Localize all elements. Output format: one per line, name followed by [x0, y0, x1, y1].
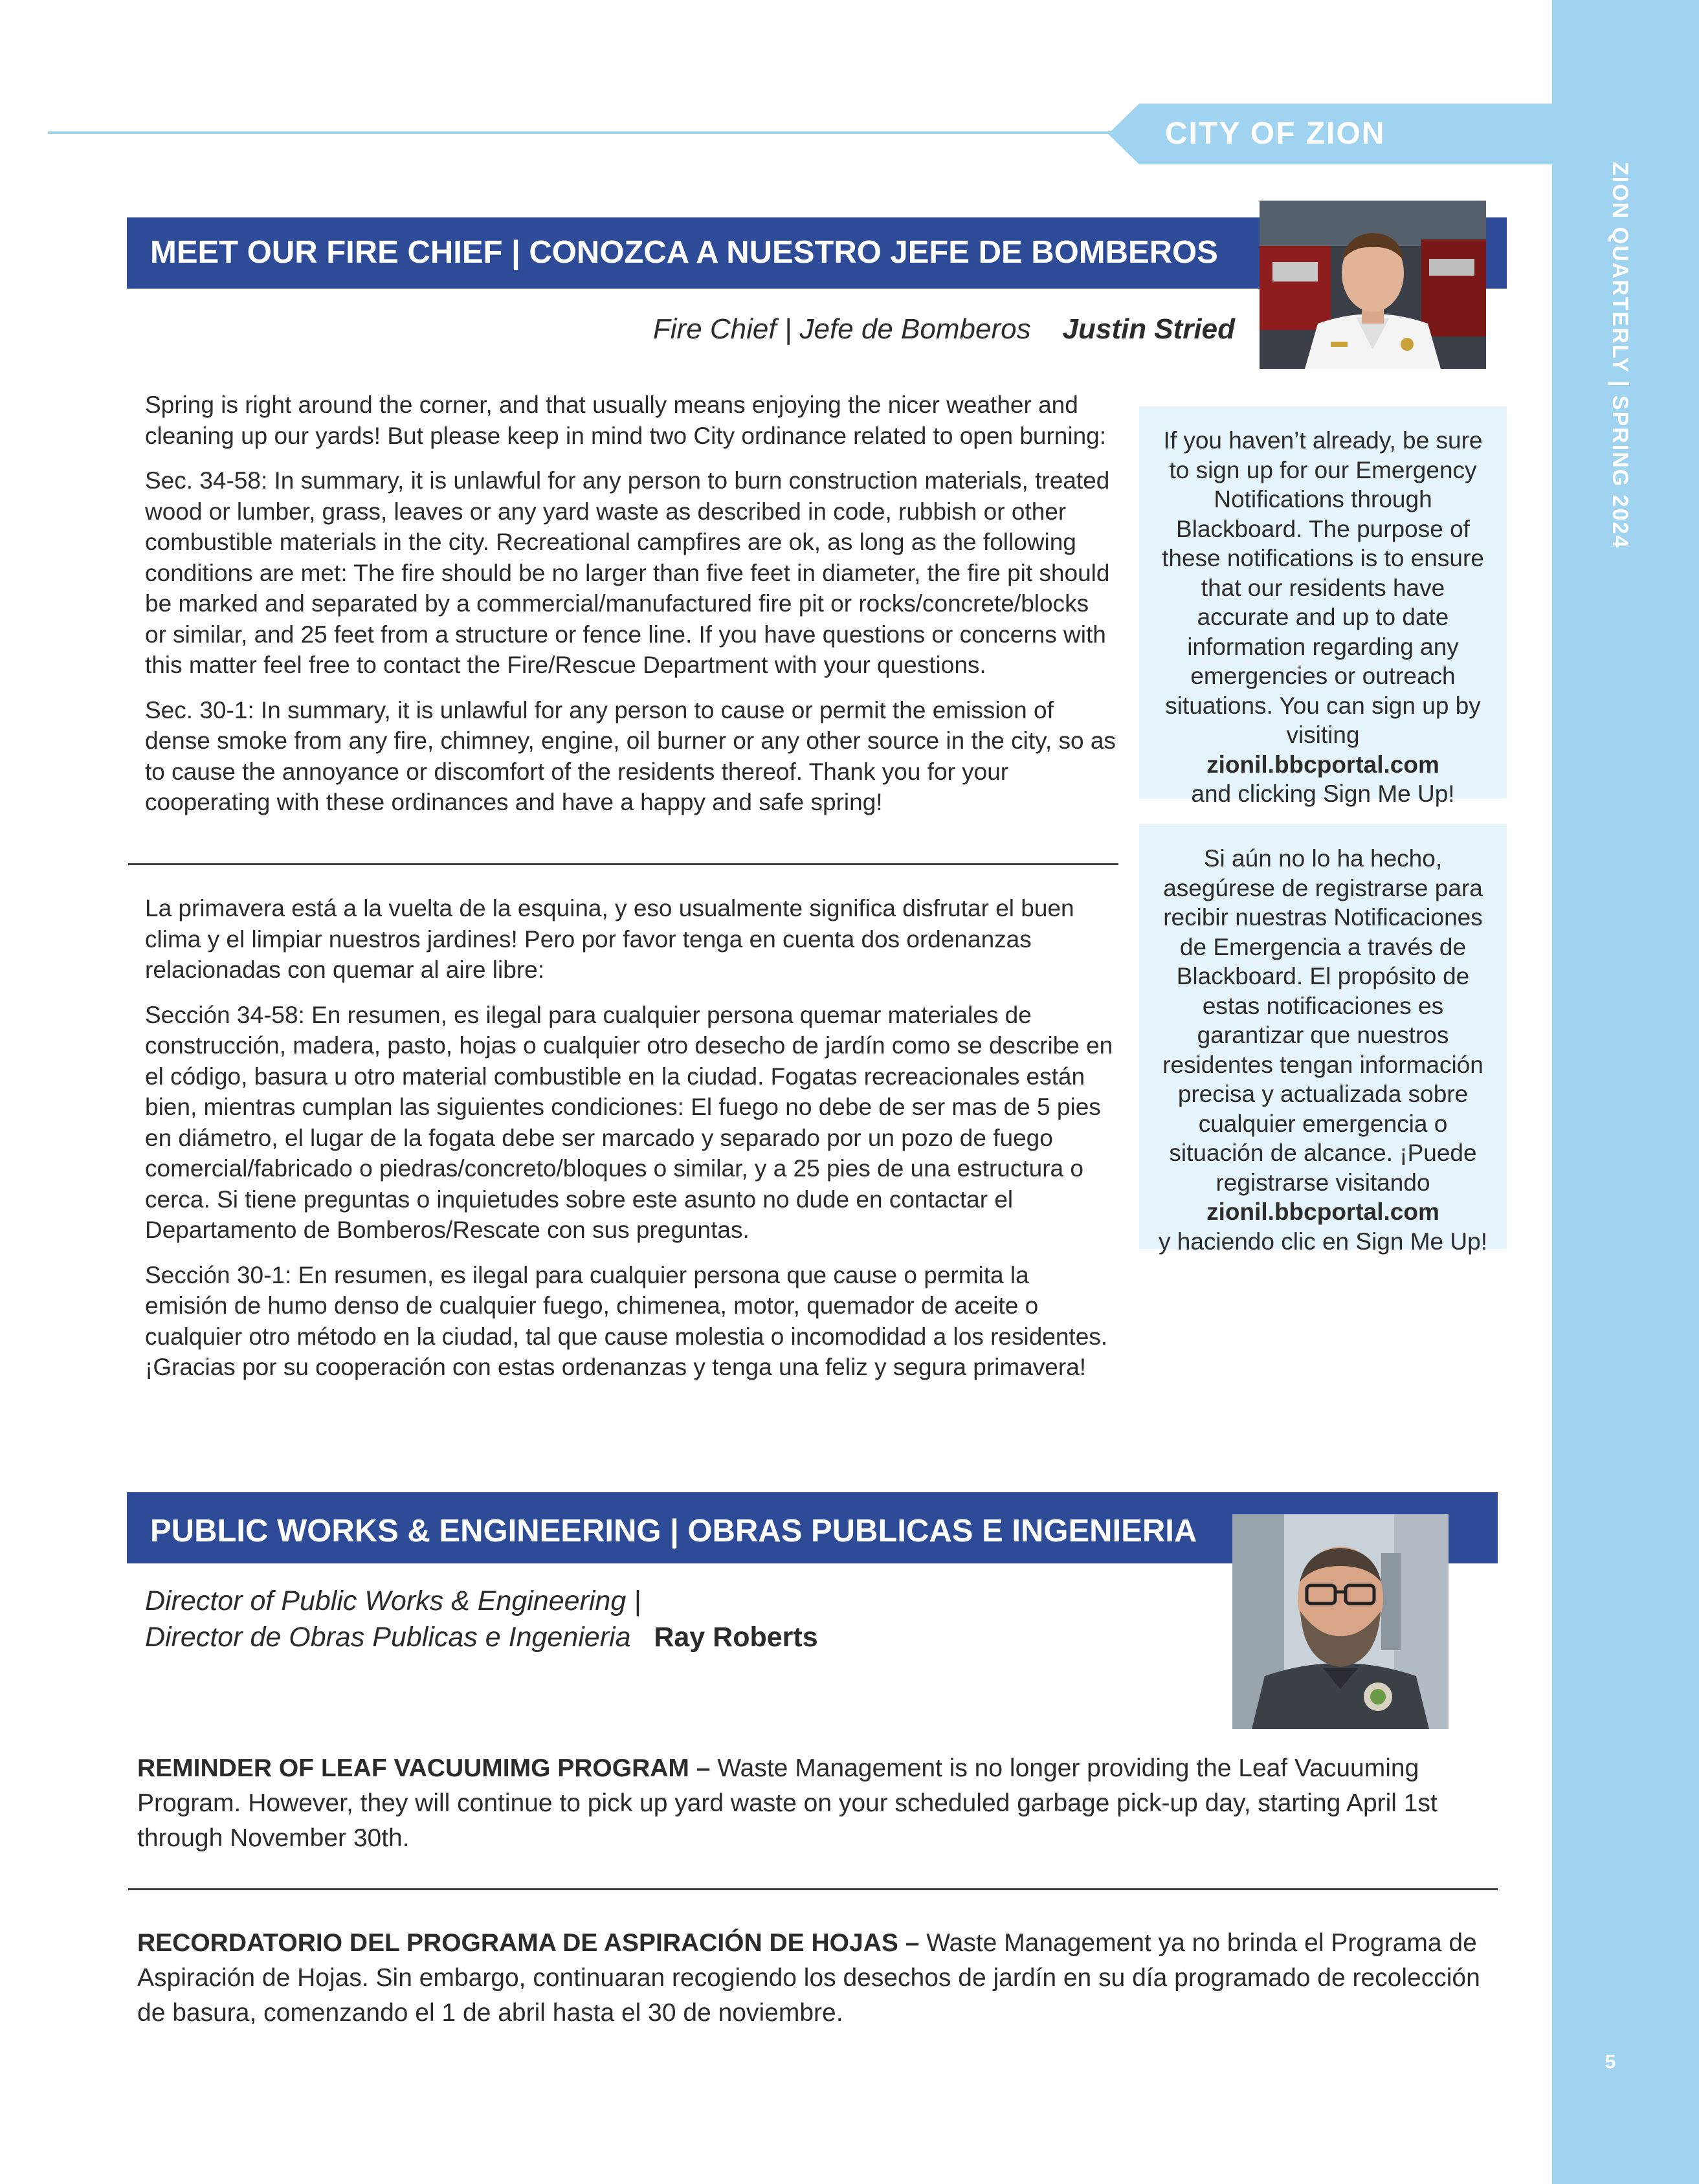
emergency-notice-spanish: [1139, 824, 1507, 1255]
works-byline: [145, 1583, 818, 1655]
fire-es-sec-34-58: Sección 34-58: En resumen, es ilegal para cualquier persona quemar materiales de construcción, madera, pasto, hojas o cualquier otro desecho de jardín como se describe en el código, basura u otro material combustible en la ciudad. Fogatas recreacionales están bien, mientras cumplan las siguientes condiciones: El fuego no debe de ser mas de 5 pies en diámetro, el lugar de la fogata debe ser marcado y separado por un pozo de fuego comercial/fabricado o piedras/concreto/bloques o similar, y a 25 pies de una estructura o cerca. Si tiene preguntas o inquietudes sobre este asunto no dude en contactar el Departamento de Bomberos/Rescate con sus preguntas.: [145, 1001, 1113, 1243]
public-works-director-photo: [1232, 1514, 1449, 1729]
works-role-en: Director of Public Works & Engineering |: [145, 1585, 641, 1616]
leaf-reminder-spanish: [137, 1926, 1496, 2031]
works-section-title: PUBLIC WORKS & ENGINEERING | OBRAS PUBLICAS E INGENIERIA: [150, 1514, 1197, 1549]
page-number: 5: [1605, 2051, 1616, 2073]
leaf-en-title: REMINDER OF LEAF VACUUMIMG PROGRAM –: [137, 1754, 711, 1782]
leaf-es-text: Waste Management ya no brinda el Programa de Aspiración de Hojas. Sin embargo, continuaran recogiendo los desechos de jardín en su día programado de recolección de basura, comenzando el 1 de abril hasta el 30 de noviembre.: [137, 1929, 1480, 2027]
notice-en-url[interactable]: zionil.bbcportal.com: [1206, 751, 1439, 778]
fire-en-sec-34-58: Sec. 34-58: In summary, it is unlawful for any person to burn construction materials, treated wood or lumber, grass, leaves or any yard waste as described in code, rubbish or other combustible materials in the city. Recreational campfires are ok, as long as the following conditions are met: The fire should be no larger than five feet in diameter, the fire pit should be marked and separated by a commercial/manufactured fire pit or rocks/concrete/blocks or similar, and 25 feet from a structure or fence line. If you have questions or concerns with this matter feel free to contact the Fire/Rescue Department with your questions.: [145, 467, 1110, 678]
fire-en-sec-30-1: Sec. 30-1: In summary, it is unlawful for any person to cause or permit the emission of dense smoke from any fire, chimney, engine, oil burner or any other source in the city, so as to cause the annoyance or discomfort of the residents thereof. Thank you for your cooperating with these ordinances and have a happy and safe spring!: [145, 696, 1116, 815]
fire-en-intro: Spring is right around the corner, and that usually means enjoying the nicer weather and cleaning up our yards! But please keep in mind two City ordinance related to open burning:: [145, 392, 1107, 449]
city-label: CITY OF ZION: [1165, 116, 1386, 151]
works-director-name: Ray Roberts: [654, 1622, 818, 1653]
works-role-es: Director de Obras Publicas e Ingenieria: [145, 1622, 631, 1653]
notice-es-tail: y haciendo clic en Sign Me Up!: [1159, 1228, 1487, 1255]
fire-chief-byline: [653, 313, 1235, 346]
leaf-en-text: Waste Management is no longer providing the Leaf Vacuuming Program. However, they will continue to pick up yard waste on your scheduled garbage pick-up day, starting April 1st through November 30th.: [137, 1754, 1438, 1852]
fire-section-title: MEET OUR FIRE CHIEF | CONOZCA A NUESTRO JEFE DE BOMBEROS: [150, 235, 1218, 270]
notice-es-text: Si aún no lo ha hecho, asegúrese de registrarse para recibir nuestras Notificaciones de Emergencia a través de Blackboard. El propósito de estas notificaciones es garantizar que nuestros residentes tengan información precisa y actualizada sobre cualquier emergencia o situación de alcance. ¡Puede registrarse visitando: [1162, 845, 1483, 1196]
fire-chief-photo: [1260, 201, 1486, 369]
issue-label: ZION QUARTERLY | SPRING 2024: [1608, 162, 1632, 549]
leaf-es-title: RECORDATORIO DEL PROGRAMA DE ASPIRACIÓN DE HOJAS –: [137, 1929, 920, 1957]
emergency-notice-english: [1139, 406, 1507, 807]
leaf-reminder-english: [137, 1751, 1496, 1856]
notice-en-tail: and clicking Sign Me Up!: [1191, 780, 1455, 807]
works-divider: [128, 1888, 1498, 1890]
fire-spanish-text: [145, 893, 1116, 1397]
fire-chief-name: Justin Stried: [1062, 313, 1235, 345]
fire-es-sec-30-1: Sección 30-1: En resumen, es ilegal para cualquier persona que cause o permita la emisión de humo denso de cualquier fuego, chimenea, motor, quemador de aceite o cualquier otro método en la ciudad, tal que cause molestia o incomodidad a los residentes. ¡Gracias por su cooperación con estas ordenanzas y tenga una feliz y segura primavera!: [145, 1261, 1108, 1380]
fire-es-intro: La primavera está a la vuelta de la esquina, y eso usualmente significa disfrutar el buen clima y el limpiar nuestros jardines! Pero por favor tenga en cuenta dos ordenanzas relacionadas con quemar al aire libre:: [145, 895, 1074, 983]
fire-english-text: [145, 390, 1116, 832]
notice-es-url[interactable]: zionil.bbcportal.com: [1206, 1198, 1439, 1225]
fire-divider: [128, 863, 1118, 865]
fire-chief-role: Fire Chief | Jefe de Bomberos: [652, 313, 1031, 345]
notice-en-text: If you haven’t already, be sure to sign up for our Emergency Notifications through Blackboard. The purpose of these notifications is to ensure that our residents have accurate and up to date information regarding any emergencies or outreach situations. You can sign up by visiting: [1162, 427, 1484, 748]
header-rule: [48, 131, 1122, 134]
